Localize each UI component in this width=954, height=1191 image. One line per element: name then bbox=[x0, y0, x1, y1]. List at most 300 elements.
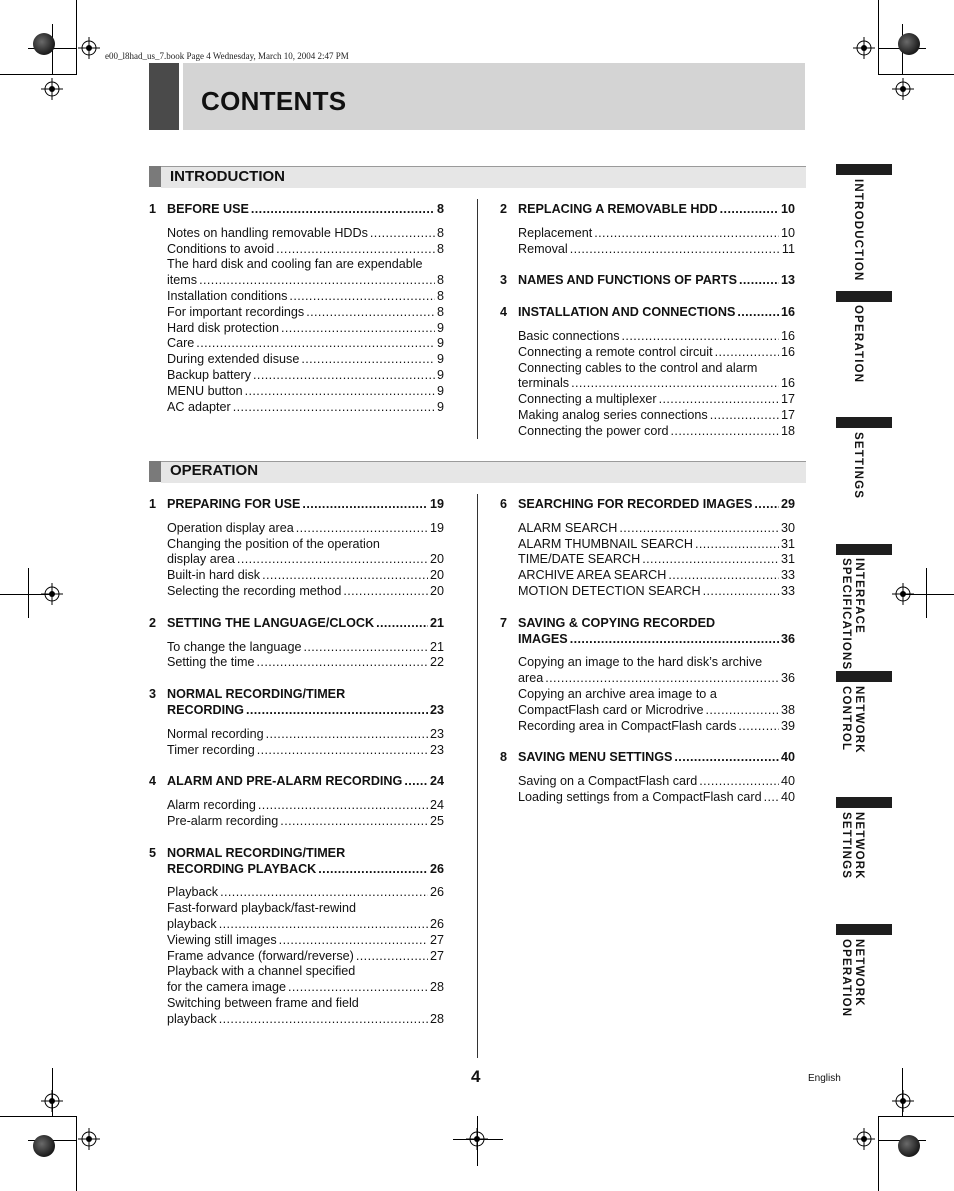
toc-entry-line: Connecting cables to the control and alarm bbox=[518, 360, 758, 375]
dot-leader bbox=[705, 703, 779, 719]
dot-leader bbox=[196, 336, 435, 352]
toc-entry-title: NAMES AND FUNCTIONS OF PARTS bbox=[518, 273, 737, 288]
toc-entry[interactable] bbox=[167, 568, 444, 584]
toc-entry[interactable] bbox=[167, 917, 444, 933]
toc-entry[interactable] bbox=[167, 226, 444, 242]
dot-leader bbox=[738, 719, 779, 735]
toc-entry[interactable] bbox=[518, 497, 795, 513]
toc-entry[interactable] bbox=[167, 814, 444, 830]
registration-ball-icon bbox=[33, 1135, 55, 1157]
toc-chapter[interactable] bbox=[500, 273, 795, 289]
toc-entry-title: Pre-alarm recording bbox=[167, 813, 279, 828]
registration-mark-icon bbox=[853, 1128, 875, 1150]
toc-entry-page: 22 bbox=[429, 655, 444, 670]
toc-entry-page: 23 bbox=[429, 702, 444, 717]
toc-entry[interactable] bbox=[518, 226, 795, 242]
dot-leader bbox=[219, 917, 428, 933]
toc-entry-page: 31 bbox=[780, 552, 795, 567]
toc-entry[interactable] bbox=[518, 671, 795, 687]
dot-leader bbox=[306, 305, 435, 321]
toc-entry-title: REPLACING A REMOVABLE HDD bbox=[518, 202, 718, 216]
dot-leader bbox=[570, 242, 780, 258]
dot-leader bbox=[303, 640, 428, 656]
toc-item bbox=[518, 424, 795, 440]
toc-entry-page: 27 bbox=[429, 932, 444, 947]
toc-entry[interactable] bbox=[167, 640, 444, 656]
chapter-number: 2 bbox=[149, 615, 157, 630]
dot-leader bbox=[699, 774, 779, 790]
toc-entry[interactable] bbox=[518, 632, 795, 648]
toc-entry[interactable] bbox=[167, 727, 444, 743]
toc-item bbox=[167, 949, 444, 965]
toc-entry[interactable] bbox=[518, 305, 795, 321]
toc-item bbox=[167, 257, 444, 289]
toc-entry[interactable] bbox=[167, 980, 444, 996]
chapter-title-block bbox=[518, 616, 795, 648]
toc-entry-title: Setting the time bbox=[167, 655, 255, 670]
toc-entry-title: ALARM AND PRE-ALARM RECORDING bbox=[167, 774, 403, 789]
registration-ball-icon bbox=[898, 33, 920, 55]
toc-entry-title: Connecting the power cord bbox=[518, 423, 669, 438]
toc-entry-title: items bbox=[167, 273, 198, 288]
chapter-number: 4 bbox=[149, 774, 157, 789]
chapter-title-block bbox=[518, 273, 795, 289]
toc-entry-title: Removal bbox=[518, 241, 568, 256]
toc-item bbox=[167, 568, 444, 584]
toc-chapter[interactable] bbox=[500, 202, 795, 218]
toc-item bbox=[518, 392, 795, 408]
toc-entry-title: Conditions to avoid bbox=[167, 241, 275, 256]
toc-item bbox=[167, 885, 444, 901]
side-tab-network-settings[interactable]: NETWORK SETTINGS bbox=[840, 812, 865, 880]
dot-leader bbox=[642, 552, 779, 568]
dot-leader bbox=[343, 584, 428, 600]
toc-column-operation-left bbox=[149, 497, 444, 1028]
side-tab-bar bbox=[836, 291, 892, 302]
toc-entry-page: 20 bbox=[429, 568, 444, 583]
toc-entry-page: 30 bbox=[780, 520, 795, 535]
toc-entry-page: 9 bbox=[436, 383, 444, 398]
dot-leader bbox=[570, 632, 779, 648]
toc-entry[interactable] bbox=[167, 933, 444, 949]
toc-entry-page: 26 bbox=[429, 861, 444, 876]
dot-leader bbox=[237, 552, 428, 568]
chapter-number: 4 bbox=[500, 305, 508, 320]
toc-item bbox=[167, 242, 444, 258]
toc-entry[interactable] bbox=[518, 703, 795, 719]
dot-leader bbox=[257, 743, 428, 759]
registration-mark-icon bbox=[892, 583, 914, 605]
toc-entry[interactable] bbox=[167, 321, 444, 337]
dot-leader bbox=[276, 242, 435, 258]
side-tab-bar bbox=[836, 924, 892, 935]
dot-leader bbox=[262, 568, 428, 584]
dot-leader bbox=[318, 862, 428, 878]
toc-item bbox=[518, 552, 795, 568]
toc-item bbox=[167, 743, 444, 759]
toc-item bbox=[518, 537, 795, 553]
toc-entry-page: 36 bbox=[780, 671, 795, 686]
toc-entry[interactable] bbox=[167, 655, 444, 671]
side-tab-bar bbox=[836, 164, 892, 175]
toc-entry[interactable] bbox=[518, 584, 795, 600]
toc-entry-title: MOTION DETECTION SEARCH bbox=[518, 583, 701, 598]
toc-entry-title: ARCHIVE AREA SEARCH bbox=[518, 568, 667, 583]
registration-mark-icon bbox=[466, 1128, 488, 1150]
spacer bbox=[500, 734, 795, 750]
spacer bbox=[500, 289, 795, 305]
toc-entry-title: Recording area in CompactFlash cards bbox=[518, 718, 737, 733]
toc-entry-page: 21 bbox=[429, 615, 444, 630]
toc-entry-title: Backup battery bbox=[167, 367, 252, 382]
spacer bbox=[500, 647, 795, 655]
toc-entry-page: 40 bbox=[780, 774, 795, 789]
dot-leader bbox=[253, 368, 435, 384]
spacer bbox=[149, 218, 444, 226]
dot-leader bbox=[754, 497, 779, 513]
toc-entry[interactable] bbox=[167, 584, 444, 600]
registration-mark-icon bbox=[41, 1090, 63, 1112]
toc-entry-title: Installation conditions bbox=[167, 288, 288, 303]
toc-item bbox=[518, 687, 795, 719]
toc-entry-page: 20 bbox=[429, 583, 444, 598]
toc-entry[interactable] bbox=[518, 273, 795, 289]
spacer bbox=[500, 321, 795, 329]
dot-leader bbox=[302, 497, 428, 513]
section-heading-operation: OPERATION bbox=[170, 462, 259, 479]
toc-entry[interactable] bbox=[518, 790, 795, 806]
toc-entry-line: Copying an image to the hard disk’s archive bbox=[518, 655, 763, 670]
toc-entry-line: Copying an archive area image to a bbox=[518, 686, 717, 701]
toc-item bbox=[167, 901, 444, 933]
toc-item bbox=[518, 226, 795, 242]
toc-entry-page: 17 bbox=[780, 392, 795, 407]
dot-leader bbox=[280, 814, 428, 830]
toc-entry[interactable] bbox=[167, 289, 444, 305]
registration-ball-icon bbox=[33, 33, 55, 55]
dot-leader bbox=[246, 703, 428, 719]
toc-entry-page: 10 bbox=[780, 202, 795, 216]
toc-chapter[interactable] bbox=[149, 687, 444, 719]
toc-entry-title: ALARM THUMBNAIL SEARCH bbox=[518, 536, 693, 551]
side-tab-network-operation[interactable]: NETWORK OPERATION bbox=[840, 939, 865, 1018]
dot-leader bbox=[245, 384, 435, 400]
toc-entry-page: 24 bbox=[429, 798, 444, 813]
toc-chapter[interactable] bbox=[149, 616, 444, 632]
toc-entry-page: 16 bbox=[780, 376, 795, 391]
toc-item bbox=[167, 655, 444, 671]
toc-entry-title: For important recordings bbox=[167, 304, 305, 319]
toc-item bbox=[167, 727, 444, 743]
toc-entry[interactable] bbox=[167, 368, 444, 384]
toc-entry-page: 8 bbox=[436, 241, 444, 256]
toc-entry-page: 26 bbox=[429, 916, 444, 931]
side-tab-bar bbox=[836, 671, 892, 682]
toc-entry[interactable] bbox=[518, 392, 795, 408]
registration-mark-icon bbox=[853, 37, 875, 59]
chapter-number: 3 bbox=[500, 273, 508, 288]
toc-entry-page: 8 bbox=[436, 304, 444, 319]
toc-entry-page: 33 bbox=[780, 583, 795, 598]
toc-item bbox=[518, 408, 795, 424]
dot-leader bbox=[764, 790, 779, 806]
dot-leader bbox=[737, 305, 779, 321]
toc-entry-title: area bbox=[518, 671, 544, 686]
registration-mark-icon bbox=[78, 37, 100, 59]
toc-entry-title: Basic connections bbox=[518, 328, 620, 343]
toc-entry-page: 31 bbox=[780, 536, 795, 551]
side-tab-introduction[interactable]: INTRODUCTION bbox=[852, 179, 864, 282]
toc-entry-title: Loading settings from a CompactFlash card bbox=[518, 789, 762, 804]
side-tab-network-control[interactable]: NETWORK CONTROL bbox=[840, 686, 865, 754]
title-accent bbox=[149, 63, 179, 130]
toc-entry[interactable] bbox=[518, 750, 795, 766]
toc-entry-page: 36 bbox=[780, 631, 795, 646]
chapter-title-block bbox=[518, 750, 795, 766]
dot-leader bbox=[296, 521, 428, 537]
spacer bbox=[149, 600, 444, 616]
toc-entry-page: 24 bbox=[429, 774, 444, 789]
toc-chapter[interactable] bbox=[149, 846, 444, 878]
toc-entry-title: BEFORE USE bbox=[167, 202, 249, 216]
toc-entry[interactable] bbox=[167, 352, 444, 368]
toc-item bbox=[167, 933, 444, 949]
side-tab-interface-specifications[interactable]: INTERFACE SPECIFICATIONS bbox=[840, 558, 865, 671]
toc-item bbox=[167, 537, 444, 569]
toc-entry-page: 39 bbox=[780, 718, 795, 733]
dot-leader bbox=[659, 392, 779, 408]
toc-entry[interactable] bbox=[167, 616, 444, 632]
toc-item bbox=[518, 774, 795, 790]
toc-entry-line: Changing the position of the operation bbox=[167, 536, 380, 551]
toc-entry-title: Normal recording bbox=[167, 726, 264, 741]
toc-item bbox=[518, 568, 795, 584]
toc-column-introduction-right bbox=[500, 202, 795, 440]
toc-entry-page: 8 bbox=[436, 225, 444, 240]
toc-entry-page: 20 bbox=[429, 552, 444, 567]
dot-leader bbox=[671, 424, 779, 440]
toc-entry[interactable] bbox=[167, 798, 444, 814]
dot-leader bbox=[594, 226, 779, 242]
toc-entry[interactable] bbox=[167, 273, 444, 289]
toc-entry[interactable] bbox=[167, 703, 444, 719]
toc-entry-page: 26 bbox=[429, 885, 444, 900]
toc-item bbox=[518, 584, 795, 600]
toc-entry[interactable] bbox=[518, 202, 795, 218]
toc-entry-page: 10 bbox=[780, 225, 795, 240]
toc-entry-title: display area bbox=[167, 552, 235, 567]
toc-entry-page: 9 bbox=[436, 367, 444, 382]
spacer bbox=[149, 719, 444, 727]
toc-entry[interactable] bbox=[167, 384, 444, 400]
side-tab-bar bbox=[836, 544, 892, 555]
dot-leader bbox=[715, 345, 779, 361]
side-tab-bar bbox=[836, 797, 892, 808]
chapter-number: 2 bbox=[500, 202, 508, 216]
chapter-number: 1 bbox=[149, 497, 157, 511]
toc-entry[interactable] bbox=[167, 774, 444, 790]
toc-item bbox=[518, 345, 795, 361]
chapter-number: 8 bbox=[500, 750, 508, 765]
toc-entry-title: TIME/DATE SEARCH bbox=[518, 552, 641, 567]
toc-entry-title: Selecting the recording method bbox=[167, 583, 342, 598]
chapter-title-line: NORMAL RECORDING/TIMER bbox=[167, 687, 346, 702]
toc-entry-page: 28 bbox=[429, 1011, 444, 1026]
registration-mark-icon bbox=[892, 78, 914, 100]
toc-entry[interactable] bbox=[167, 1012, 444, 1028]
dot-leader bbox=[289, 289, 435, 305]
toc-entry[interactable] bbox=[167, 885, 444, 901]
toc-entry-title: RECORDING PLAYBACK bbox=[167, 861, 317, 876]
print-slug: e00_l8had_us_7.book Page 4 Wednesday, March 10, 2004 2:47 PM bbox=[105, 51, 349, 61]
toc-entry-page: 21 bbox=[429, 639, 444, 654]
chapter-title-line: SAVING & COPYING RECORDED bbox=[518, 615, 716, 630]
toc-entry[interactable] bbox=[518, 242, 795, 258]
toc-entry-title: Frame advance (forward/reverse) bbox=[167, 948, 354, 963]
chapter-number: 3 bbox=[149, 687, 157, 702]
toc-entry-title: Operation display area bbox=[167, 520, 294, 535]
toc-item bbox=[167, 584, 444, 600]
dot-leader bbox=[376, 616, 428, 632]
dot-leader bbox=[668, 568, 779, 584]
toc-entry[interactable] bbox=[167, 242, 444, 258]
toc-entry[interactable] bbox=[518, 568, 795, 584]
toc-chapter[interactable] bbox=[500, 750, 795, 766]
toc-chapter[interactable] bbox=[500, 305, 795, 321]
language-label: English bbox=[808, 1073, 841, 1084]
spacer bbox=[149, 790, 444, 798]
registration-mark-icon bbox=[892, 1090, 914, 1112]
toc-entry-page: 9 bbox=[436, 399, 444, 414]
toc-item bbox=[518, 329, 795, 345]
toc-item bbox=[167, 289, 444, 305]
toc-entry[interactable] bbox=[518, 719, 795, 735]
section-marker bbox=[149, 461, 161, 482]
toc-entry[interactable] bbox=[167, 743, 444, 759]
toc-entry[interactable] bbox=[167, 336, 444, 352]
toc-entry-title: AC adapter bbox=[167, 399, 231, 414]
toc-entry[interactable] bbox=[518, 521, 795, 537]
toc-item bbox=[167, 321, 444, 337]
toc-entry-line: Fast-forward playback/fast-rewind bbox=[167, 901, 356, 916]
toc-entry-title: Saving on a CompactFlash card bbox=[518, 774, 698, 789]
toc-chapter[interactable] bbox=[149, 774, 444, 790]
toc-entry-page: 18 bbox=[780, 423, 795, 438]
spacer bbox=[149, 877, 444, 885]
toc-item bbox=[167, 814, 444, 830]
dot-leader bbox=[251, 202, 435, 218]
toc-item bbox=[167, 798, 444, 814]
toc-entry[interactable] bbox=[167, 949, 444, 965]
toc-entry[interactable] bbox=[167, 400, 444, 416]
side-tab-bar bbox=[836, 417, 892, 428]
chapter-title-block bbox=[518, 497, 795, 513]
dot-leader bbox=[199, 273, 435, 289]
toc-entry-page: 19 bbox=[429, 497, 444, 511]
toc-entry-page: 40 bbox=[780, 789, 795, 804]
dot-leader bbox=[370, 226, 435, 242]
toc-entry[interactable] bbox=[167, 497, 444, 513]
toc-entry[interactable] bbox=[518, 408, 795, 424]
toc-item bbox=[167, 640, 444, 656]
toc-entry-title: RECORDING bbox=[167, 702, 244, 717]
toc-entry[interactable] bbox=[518, 376, 795, 392]
toc-entry-title: playback bbox=[167, 1011, 217, 1026]
dot-leader bbox=[220, 885, 428, 901]
toc-entry-title: IMAGES bbox=[518, 631, 568, 646]
side-tab-operation[interactable]: OPERATION bbox=[852, 305, 864, 384]
dot-leader bbox=[233, 400, 435, 416]
toc-entry-page: 16 bbox=[780, 305, 795, 320]
dot-leader bbox=[674, 750, 779, 766]
dot-leader bbox=[257, 655, 428, 671]
dot-leader bbox=[301, 352, 435, 368]
chapter-number: 1 bbox=[149, 202, 157, 216]
toc-entry[interactable] bbox=[518, 345, 795, 361]
toc-item bbox=[167, 384, 444, 400]
toc-entry[interactable] bbox=[518, 774, 795, 790]
toc-entry[interactable] bbox=[167, 305, 444, 321]
registration-mark-icon bbox=[41, 78, 63, 100]
toc-entry-title: Notes on handling removable HDDs bbox=[167, 225, 368, 240]
toc-entry-title: Alarm recording bbox=[167, 798, 256, 813]
toc-entry-page: 9 bbox=[436, 352, 444, 367]
toc-entry[interactable] bbox=[167, 552, 444, 568]
toc-item bbox=[518, 719, 795, 735]
toc-entry-page: 23 bbox=[429, 726, 444, 741]
toc-entry-title: MENU button bbox=[167, 383, 243, 398]
toc-entry-page: 40 bbox=[780, 750, 795, 765]
spacer bbox=[149, 671, 444, 687]
toc-entry[interactable] bbox=[167, 202, 444, 218]
registration-ball-icon bbox=[898, 1135, 920, 1157]
toc-entry[interactable] bbox=[518, 424, 795, 440]
toc-entry-page: 25 bbox=[429, 813, 444, 828]
toc-entry-page: 8 bbox=[436, 202, 444, 216]
spacer bbox=[149, 513, 444, 521]
toc-entry[interactable] bbox=[167, 521, 444, 537]
toc-entry[interactable] bbox=[518, 552, 795, 568]
toc-entry-line: Switching between frame and field bbox=[167, 995, 359, 1010]
spacer bbox=[149, 830, 444, 846]
toc-item bbox=[518, 655, 795, 687]
toc-entry-page: 33 bbox=[780, 568, 795, 583]
spacer bbox=[500, 766, 795, 774]
toc-entry-title: During extended disuse bbox=[167, 352, 300, 367]
page-number: 4 bbox=[471, 1067, 481, 1086]
toc-entry[interactable] bbox=[518, 537, 795, 553]
toc-chapter[interactable] bbox=[149, 202, 444, 218]
spacer bbox=[500, 218, 795, 226]
toc-item bbox=[167, 521, 444, 537]
toc-entry-page: 8 bbox=[436, 288, 444, 303]
toc-entry-title: ALARM SEARCH bbox=[518, 520, 618, 535]
toc-entry-title: Playback bbox=[167, 885, 219, 900]
side-tab-settings[interactable]: SETTINGS bbox=[852, 432, 864, 500]
toc-item bbox=[167, 336, 444, 352]
toc-chapter[interactable] bbox=[500, 616, 795, 648]
toc-chapter[interactable] bbox=[500, 497, 795, 513]
chapter-title-block bbox=[167, 497, 444, 513]
chapter-title-block bbox=[518, 305, 795, 321]
toc-chapter[interactable] bbox=[149, 497, 444, 513]
toc-item bbox=[518, 242, 795, 258]
toc-entry[interactable] bbox=[167, 862, 444, 878]
toc-column-introduction-left bbox=[149, 202, 444, 415]
dot-leader bbox=[356, 949, 428, 965]
toc-entry[interactable] bbox=[518, 329, 795, 345]
dot-leader bbox=[266, 727, 428, 743]
